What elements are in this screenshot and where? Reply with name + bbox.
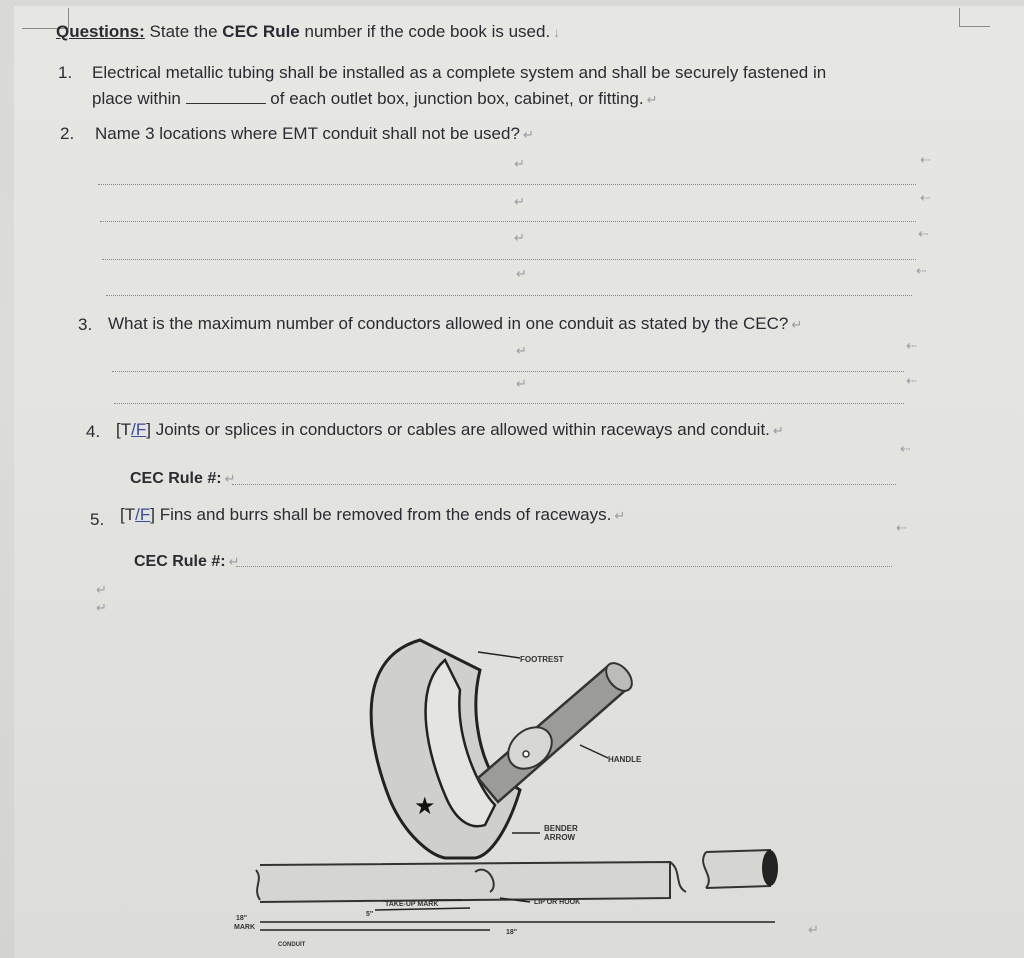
conduit-label: CONDUIT — [278, 942, 306, 948]
paragraph-mark-icon: ↵ — [516, 343, 527, 358]
paragraph-mark-icon: ↵ — [772, 423, 784, 438]
question-4-number: 4. — [86, 422, 101, 441]
heading-text-after: number if the code book is used. — [299, 22, 551, 41]
mark-18-label: 18" — [236, 915, 248, 922]
handle-label: HANDLE — [608, 755, 642, 764]
heading-bold: CEC Rule — [222, 22, 300, 41]
heading-label: Questions: — [56, 22, 145, 41]
question-5-rule-label: CEC Rule #: ↵ — [134, 553, 240, 570]
lip-or-hook-label: LIP OR HOOK — [534, 899, 581, 906]
mark-word-label: MARK — [234, 924, 255, 931]
question-4-rule-answer-line[interactable] — [232, 484, 896, 485]
paragraph-mark-icon: ↵ — [522, 127, 534, 142]
question-3-text: What is the maximum number of conductors allowed in one conduit as stated by the CEC? ↵ — [108, 314, 803, 333]
arrow-left-icon: ⇠ — [918, 226, 929, 241]
question-5-number: 5. — [90, 510, 105, 529]
true-false-selector[interactable]: [T/F] — [120, 505, 155, 524]
question-4-rule-label: CEC Rule #: ↵ — [130, 470, 236, 487]
paragraph-mark-icon: ↓ — [553, 25, 560, 40]
footrest-label: FOOTREST — [520, 655, 564, 664]
paragraph-mark-icon: ↵ — [516, 266, 527, 281]
paragraph-mark-icon: ↵ — [516, 376, 527, 391]
conduit-bender-diagram — [230, 630, 790, 950]
paragraph-mark-icon: ↵ — [96, 582, 107, 597]
question-2-answer-line-2[interactable] — [100, 221, 916, 222]
question-1-line-2-start: place within — [92, 89, 181, 108]
bender-handle — [478, 658, 637, 802]
eighteen-inch-label: 18" — [506, 929, 518, 936]
question-2-answer-line-3[interactable] — [102, 259, 916, 260]
question-3-answer-line-1[interactable] — [112, 371, 904, 372]
bender-arrow-label-1: BENDER — [544, 824, 578, 833]
paragraph-mark-icon: ↵ — [646, 92, 658, 107]
question-4-text — [116, 420, 784, 440]
question-5-text — [120, 505, 625, 525]
paragraph-mark-icon: ↵ — [514, 194, 525, 209]
question-2-answer-line-1[interactable] — [98, 184, 916, 185]
take-up-mark-label: TAKE-UP MARK — [385, 901, 439, 908]
paragraph-mark-icon: ↵ — [514, 156, 525, 171]
paragraph-mark-icon: ↵ — [614, 508, 626, 523]
arrow-left-icon: ⇠ — [906, 373, 917, 388]
paragraph-mark-icon: ↵ — [96, 600, 107, 615]
heading-text-before: State the — [144, 22, 223, 41]
star-icon: ★ — [414, 793, 436, 820]
questions-heading — [56, 22, 560, 42]
paragraph-mark-icon: ↵ — [791, 317, 803, 332]
conduit-pipe — [256, 850, 778, 902]
question-2-answer-line-4[interactable] — [106, 295, 912, 296]
question-3-answer-line-2[interactable] — [114, 403, 904, 404]
question-5-statement: Fins and burrs shall be removed from the ends of raceways. — [159, 505, 612, 524]
question-1-line-2-end: of each outlet box, junction box, cabinet, or fitting. — [270, 89, 644, 108]
question-3-number: 3. — [78, 315, 93, 334]
bender-arrow-label-2: ARROW — [544, 833, 576, 842]
paragraph-mark-icon: ↵ — [514, 230, 525, 245]
bender-head — [371, 640, 520, 858]
true-false-selector[interactable]: [T/F] — [116, 420, 151, 439]
question-2-number: 2. — [60, 124, 75, 143]
arrow-left-icon: ⇠ — [896, 520, 907, 535]
paragraph-mark-icon: ↵ — [808, 922, 819, 937]
question-1-line-2 — [92, 89, 658, 109]
arrow-left-icon: ⇠ — [906, 338, 917, 353]
question-4-statement: Joints or splices in conductors or cables are allowed within raceways and conduit. — [155, 420, 770, 439]
arrow-left-icon: ⇠ — [920, 152, 931, 167]
page-corner-marker-right — [959, 8, 990, 27]
question-2-text: Name 3 locations where EMT conduit shall not be used? ↵ — [95, 124, 534, 143]
question-1-answer-blank[interactable] — [186, 89, 266, 104]
question-1-number: 1. — [58, 63, 73, 82]
arrow-left-icon: ⇠ — [900, 441, 911, 456]
arrow-left-icon: ⇠ — [920, 190, 931, 205]
arrow-left-icon: ⇠ — [916, 263, 927, 278]
question-1-line-1: Electrical metallic tubing shall be installed as a complete system and shall be securely fastened in — [92, 63, 827, 82]
question-5-rule-answer-line[interactable] — [236, 566, 892, 567]
five-inch-label: 5" — [366, 911, 374, 918]
